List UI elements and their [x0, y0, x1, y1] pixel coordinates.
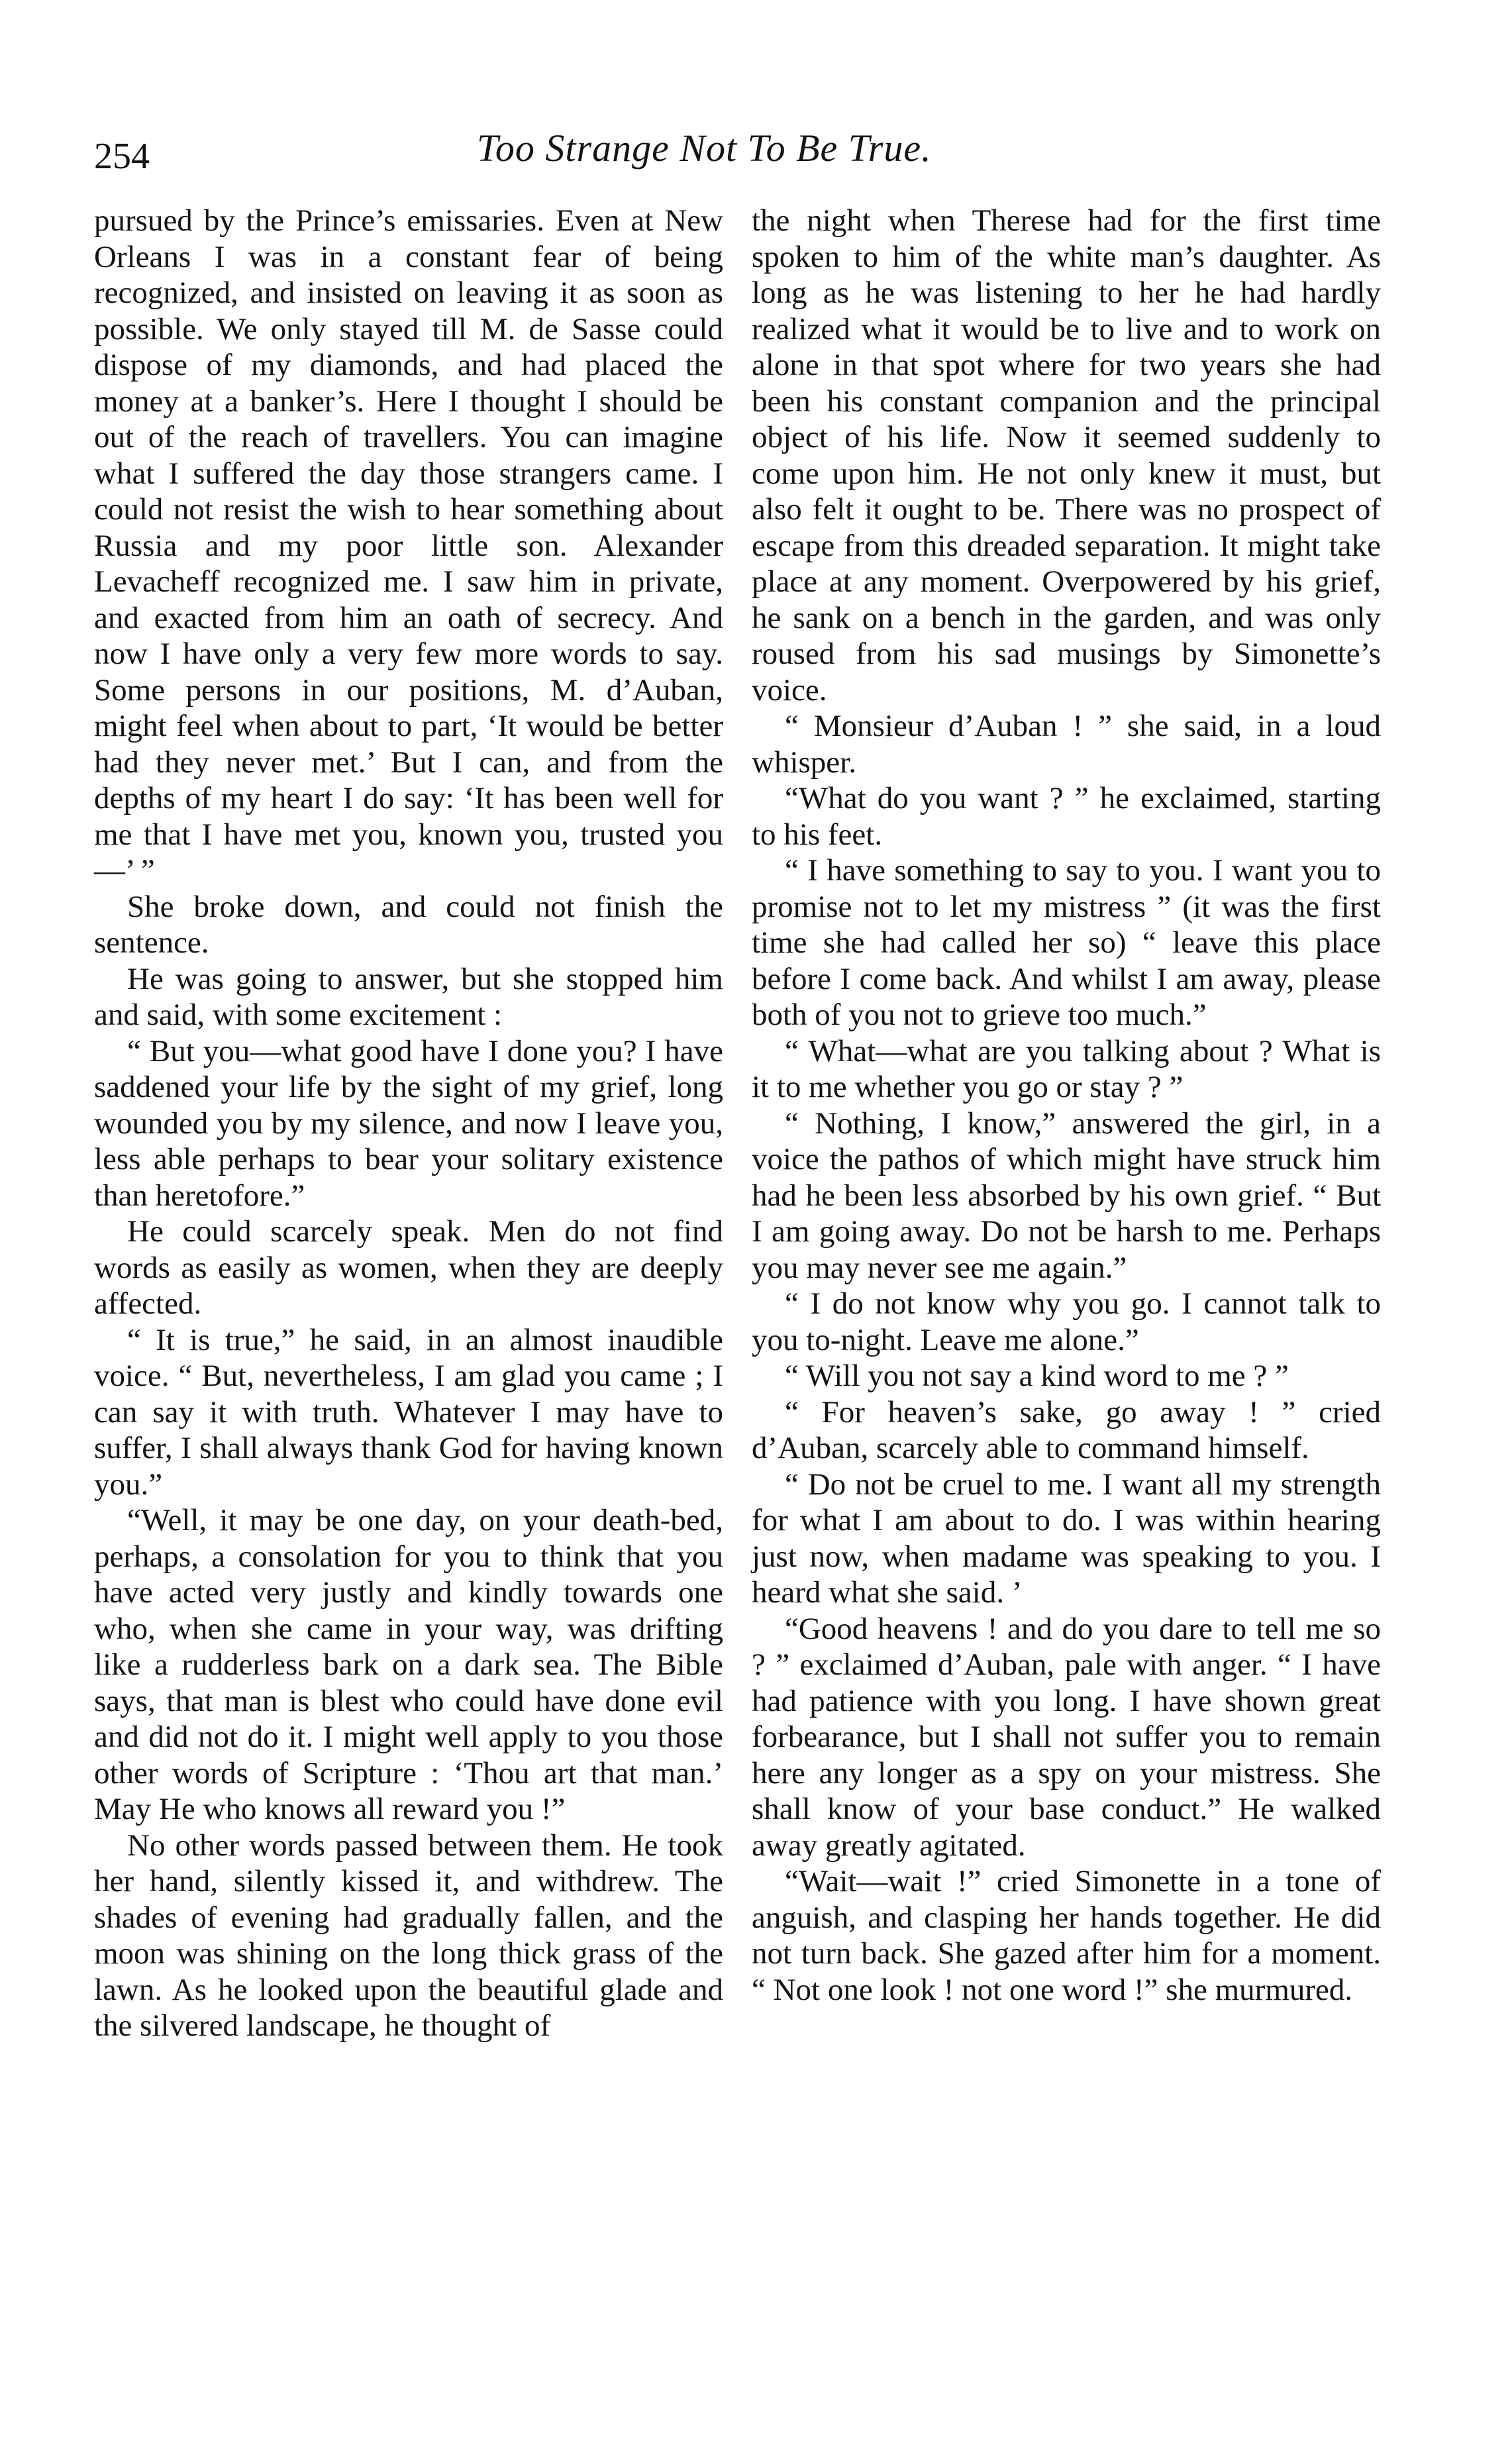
page-number: 254	[94, 136, 150, 177]
page-header	[0, 126, 1512, 179]
paragraph: “ Nothing, I know,” answered the girl, in a voice the pathos of which might have struck him had he been less absorbed by his own grief. “ But I am going away. Do not be harsh to me. Perhaps you may never see me again.”	[752, 1106, 1381, 1285]
paragraph: “ I have something to say to you. I want you to promise not to let my mistress ” (it was the first time she had called her so) “ leave this place before I come back. And whilst I am away, please both of you not to grieve too much.”	[752, 853, 1381, 1032]
right-column	[752, 203, 1381, 2008]
paragraph: “What do you want ? ” he exclaimed, starting to his feet.	[752, 781, 1381, 852]
paragraph: “ Monsieur d’Auban ! ” she said, in a loud whisper.	[752, 709, 1381, 780]
paragraph: “ What—what are you talking about ? What is it to me whether you go or stay ? ”	[752, 1033, 1381, 1104]
paragraph: No other words passed between them. He took her hand, silently kissed it, and withdrew. The shades of evening had gradually fallen, and the moon was shining on the long thick grass of the lawn. As he looked upon the beautiful glade and the silvered landscape, he thought of	[94, 1828, 723, 2043]
paragraph: He was going to answer, but she stopped him and said, with some excitement :	[94, 961, 723, 1032]
paragraph: “ I do not know why you go. I cannot talk to you to-night. Leave me alone.”	[752, 1286, 1381, 1357]
paragraph: “ For heaven’s sake, go away ! ” cried d’Auban, scarcely able to command himself.	[752, 1394, 1381, 1465]
paragraph: “ Do not be cruel to me. I want all my strength for what I am about to do. I was within hearing just now, when madame was speaking to you. I heard what she said. ’	[752, 1467, 1381, 1610]
paragraph: “ Will you not say a kind word to me ? ”	[785, 1359, 1289, 1393]
paragraph: “ But you—what good have I done you? I have saddened your life by the sight of my grief, long wounded you by my silence, and now I leave you, less able perhaps to bear your solitary existence than heretofore.”	[94, 1033, 723, 1213]
running-title: Too Strange Not To Be True.	[477, 127, 932, 170]
paragraph: She broke down, and could not finish the sentence.	[94, 889, 723, 960]
paragraph: “Good heavens ! and do you dare to tell me so ? ” exclaimed d’Auban, pale with anger. “ I have had patience with you long. I have shown great forbearance, but I shall not suffer you to remain here any longer as a spy on your mistress. She shall know of your base conduct.” He walked away greatly agitated.	[752, 1611, 1381, 1863]
paragraph: pursued by the Prince’s emissaries. Even at New Orleans I was in a constant fear of being recognized, and insisted on leaving it as soon as possible. We only stayed till M. de Sasse could dispose of my diamonds, and had placed the money at a banker’s. Here I thought I should be out of the reach of travellers. You can imagine what I suffered the day those strangers came. I could not resist the wish to hear something about Russia and my poor little son. Alexander Levacheff recognized me. I saw him in private, and exacted from him an oath of secrecy. And now I have only a very few more words to say. Some persons in our positions, M. d’Auban, might feel when about to part, ‘It would be better had they never met.’ But I can, and from the depths of my heart I do say: ‘It has been well for me that I have met you, known you, trusted you—’ ”	[94, 203, 723, 888]
paragraph: “Well, it may be one day, on your death-bed, perhaps, a consolation for you to think that you have acted very justly and kindly towards one who, when she came in your way, was drifting like a rudderless bark on a dark sea. The Bible says, that man is blest who could have done evil and did not do it. I might well apply to you those other words of Scripture : ‘Thou art that man.’ May He who knows all reward you !”	[94, 1503, 723, 1826]
paragraph: He could scarcely speak. Men do not find words as easily as women, when they are deeply affected.	[94, 1214, 723, 1321]
paragraph: the night when Therese had for the first time spoken to him of the white man’s daughter. As long as he was listening to her he had hardly realized what it would be to live and to work on alone in that spot where for two years she had been his constant companion and the principal object of his life. Now it seemed suddenly to come upon him. He not only knew it must, but also felt it ought to be. There was no prospect of escape from this dreaded separation. It might take place at any moment. Overpowered by his grief, he sank on a bench in the garden, and was only roused from his sad musings by Simonette’s voice.	[752, 203, 1381, 707]
paragraph: “ It is true,” he said, in an almost inaudible voice. “ But, nevertheless, I am glad you came ; I can say it with truth. Whatever I may have to suffer, I shall always thank God for having known you.”	[94, 1322, 723, 1502]
paragraph: “Wait—wait !” cried Simonette in a tone of anguish, and clasping her hands together. He did not turn back. She gazed after him for a moment. “ Not one look ! not one word !” she murmured.	[752, 1864, 1381, 2007]
left-column	[94, 203, 723, 2044]
